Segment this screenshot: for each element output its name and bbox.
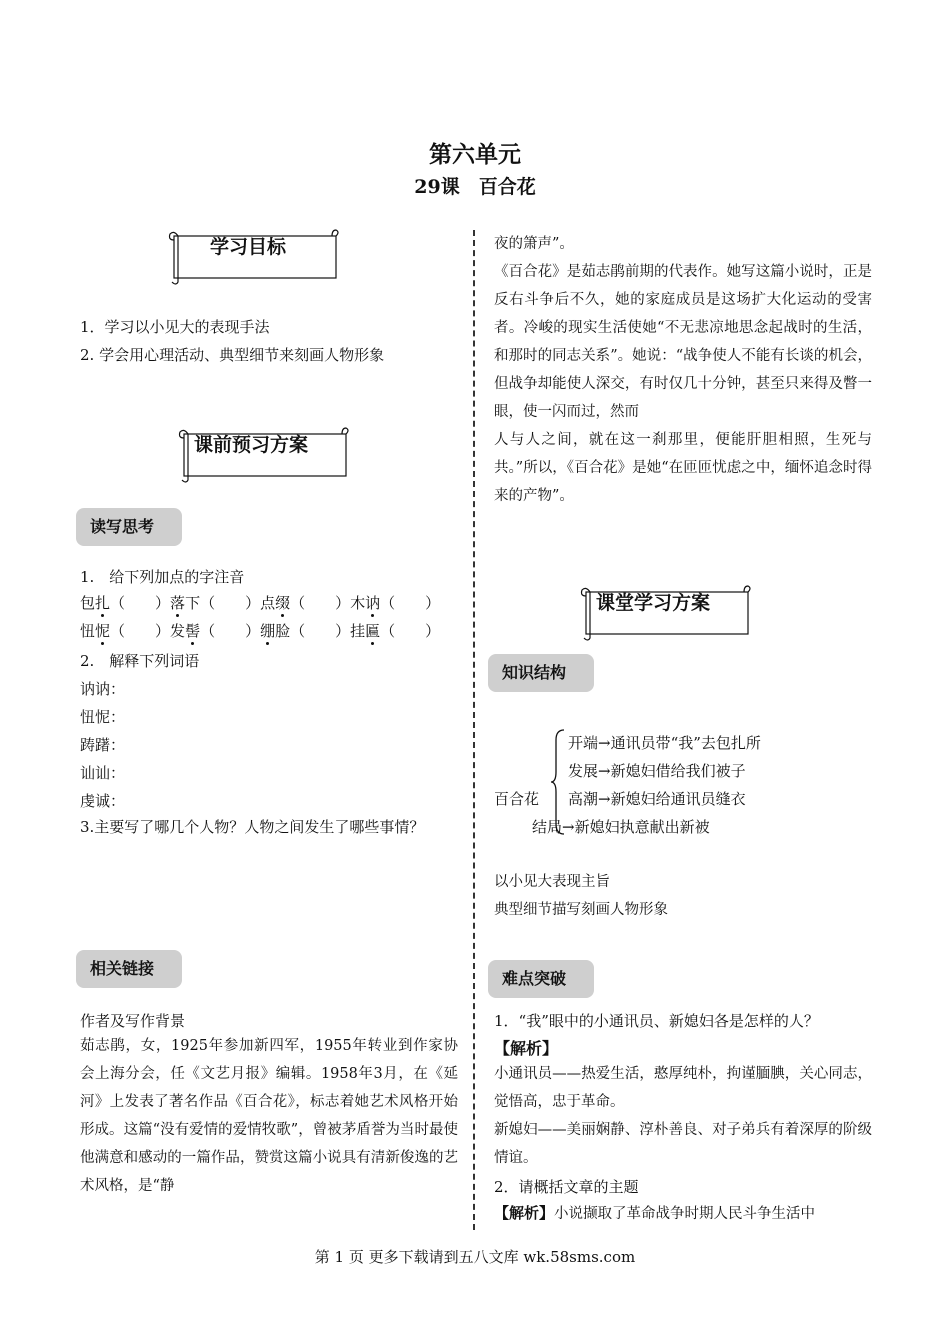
structure-item: 开端→通讯员带“我”去包扎所 <box>568 734 761 752</box>
question-1: 1. 给下列加点的字注音 <box>80 568 245 586</box>
word-char: 挂 <box>350 622 366 640</box>
background-paragraph: 茹志鹃，女，1925年参加新四军，1955年转业到作家协会上海分会，任《文艺月报》编辑。1958年3月，在《延河》上发表了著名作品《百合花》，标志着她艺术风格开始形成。这篇“没有爱情的爱情牧歌”，曾被茅盾誉为当时最使他满意和感动的一篇作品，赞赏这篇小说具有清新俊逸的艺术风格，是“静 <box>80 1038 458 1194</box>
blank: （ ） <box>380 622 441 640</box>
goals-scroll-banner <box>166 228 340 286</box>
blank: （ ） <box>110 622 171 640</box>
blank: （ ） <box>380 594 441 612</box>
structure-item: 高潮→新媳妇给通讯员缝衣 <box>568 790 746 808</box>
continued-line: 夜的箫声”。 <box>494 236 574 252</box>
continued-paragraph: 《百合花》是茹志鹃前期的代表作。她写这篇小说时，正是反右斗争后不久，她的家庭成员是这场扩大化运动的受害者。冷峻的现实生活使她“不无悲凉地思念起战时的生活，和那时的同志关系”。她说：“战争使人不能有长谈的机会，但战争却能使人深交，有时仅几十分钟，甚至只来得及瞥一眼，使一闪而过，然而 <box>494 264 872 420</box>
word-item: 虔诚： <box>80 792 126 810</box>
related-tab: 相关链接 <box>76 950 182 988</box>
word-char: 点 <box>260 594 276 612</box>
column-divider <box>473 230 475 1230</box>
theme-line-1: 以小见大表现主旨 <box>494 874 610 890</box>
knowledge-tab: 知识结构 <box>488 654 594 692</box>
structure-root: 百合花 <box>494 790 540 808</box>
class-title: 课堂学习方案 <box>596 592 711 614</box>
difficult-question-2: 2．请概括文章的主题 <box>494 1178 639 1196</box>
preview-title: 课前预习方案 <box>194 434 309 456</box>
goal-item-1: 1．学习以小见大的表现手法 <box>80 318 270 336</box>
word-char: 下 <box>185 594 201 612</box>
continued-paragraph: 人与人之间，就在这一刹那里，便能肝胆相照，生死与共。”所以，《百合花》是她“在匝匝忧虑之中，缅怀追念时得来的产物”。 <box>494 432 872 504</box>
dotted-char: 扎 <box>95 594 111 612</box>
preview-scroll-banner <box>176 426 350 484</box>
page-footer: 第 1 页 更多下载请到五八文库 wk.58sms.com <box>314 1248 636 1266</box>
blank: （ ） <box>200 594 261 612</box>
word-char: 脸 <box>275 622 291 640</box>
question-2: 2. 解释下列词语 <box>80 652 200 670</box>
blank: （ ） <box>110 594 171 612</box>
blank: （ ） <box>290 594 351 612</box>
word-item: 讪讪： <box>80 764 126 782</box>
dotted-char: 怩 <box>95 622 111 640</box>
pinyin-row-2 <box>80 620 440 641</box>
answer-line <box>494 1202 815 1223</box>
blank: （ ） <box>200 622 261 640</box>
word-char: 木 <box>350 594 366 612</box>
theme-line-2: 典型细节描写刻画人物形象 <box>494 902 668 918</box>
dotted-char: 髻 <box>185 622 201 640</box>
lesson-title: 29课 百合花 <box>414 176 536 198</box>
analysis-label: 【解析】 <box>494 1204 555 1222</box>
class-scroll-banner <box>578 584 752 642</box>
difficult-tab: 难点突破 <box>488 960 594 998</box>
dotted-char: 缀 <box>275 594 291 612</box>
word-item: 踌躇： <box>80 736 126 754</box>
question-3: 3.主要写了哪几个人物？人物之间发生了哪些事情？ <box>80 818 425 836</box>
word-char: 忸 <box>80 622 96 640</box>
dotted-char: 讷 <box>365 594 381 612</box>
word-char: 包 <box>80 594 96 612</box>
word-char: 发 <box>170 622 186 640</box>
answer-text: 小说撷取了革命战争时期人民斗争生活中 <box>554 1206 816 1222</box>
word-item: 忸怩： <box>80 708 126 726</box>
goal-item-2: 2. 学会用心理活动、典型细节来刻画人物形象 <box>80 346 385 364</box>
dotted-char: 绷 <box>260 622 276 640</box>
pinyin-row-1 <box>80 592 440 613</box>
structure-item: 发展→新媳妇借给我们被子 <box>568 762 746 780</box>
background-heading: 作者及写作背景 <box>80 1012 186 1030</box>
answer-paragraph: 新媳妇——美丽娴静、淳朴善良、对子弟兵有着深厚的阶级情谊。 <box>494 1122 872 1166</box>
structure-item: 结局→新媳妇执意献出新被 <box>532 818 710 836</box>
blank: （ ） <box>290 622 351 640</box>
readwrite-tab: 读写思考 <box>76 508 182 546</box>
background-text <box>80 1032 458 1200</box>
word-item: 讷讷： <box>80 680 126 698</box>
answer-block <box>494 1060 872 1172</box>
answer-paragraph: 小通讯员——热爱生活，憨厚纯朴，拘谨腼腆，关心同志，觉悟高，忠于革命。 <box>494 1066 872 1110</box>
dotted-char: 匾 <box>365 622 381 640</box>
analysis-label: 【解析】 <box>494 1039 559 1058</box>
goals-title: 学习目标 <box>210 236 287 258</box>
unit-title: 第六单元 <box>429 141 521 168</box>
dotted-char: 落 <box>170 594 186 612</box>
difficult-question-1: 1．“我”眼中的小通讯员、新媳妇各是怎样的人？ <box>494 1012 819 1030</box>
right-continued-text <box>494 230 872 510</box>
